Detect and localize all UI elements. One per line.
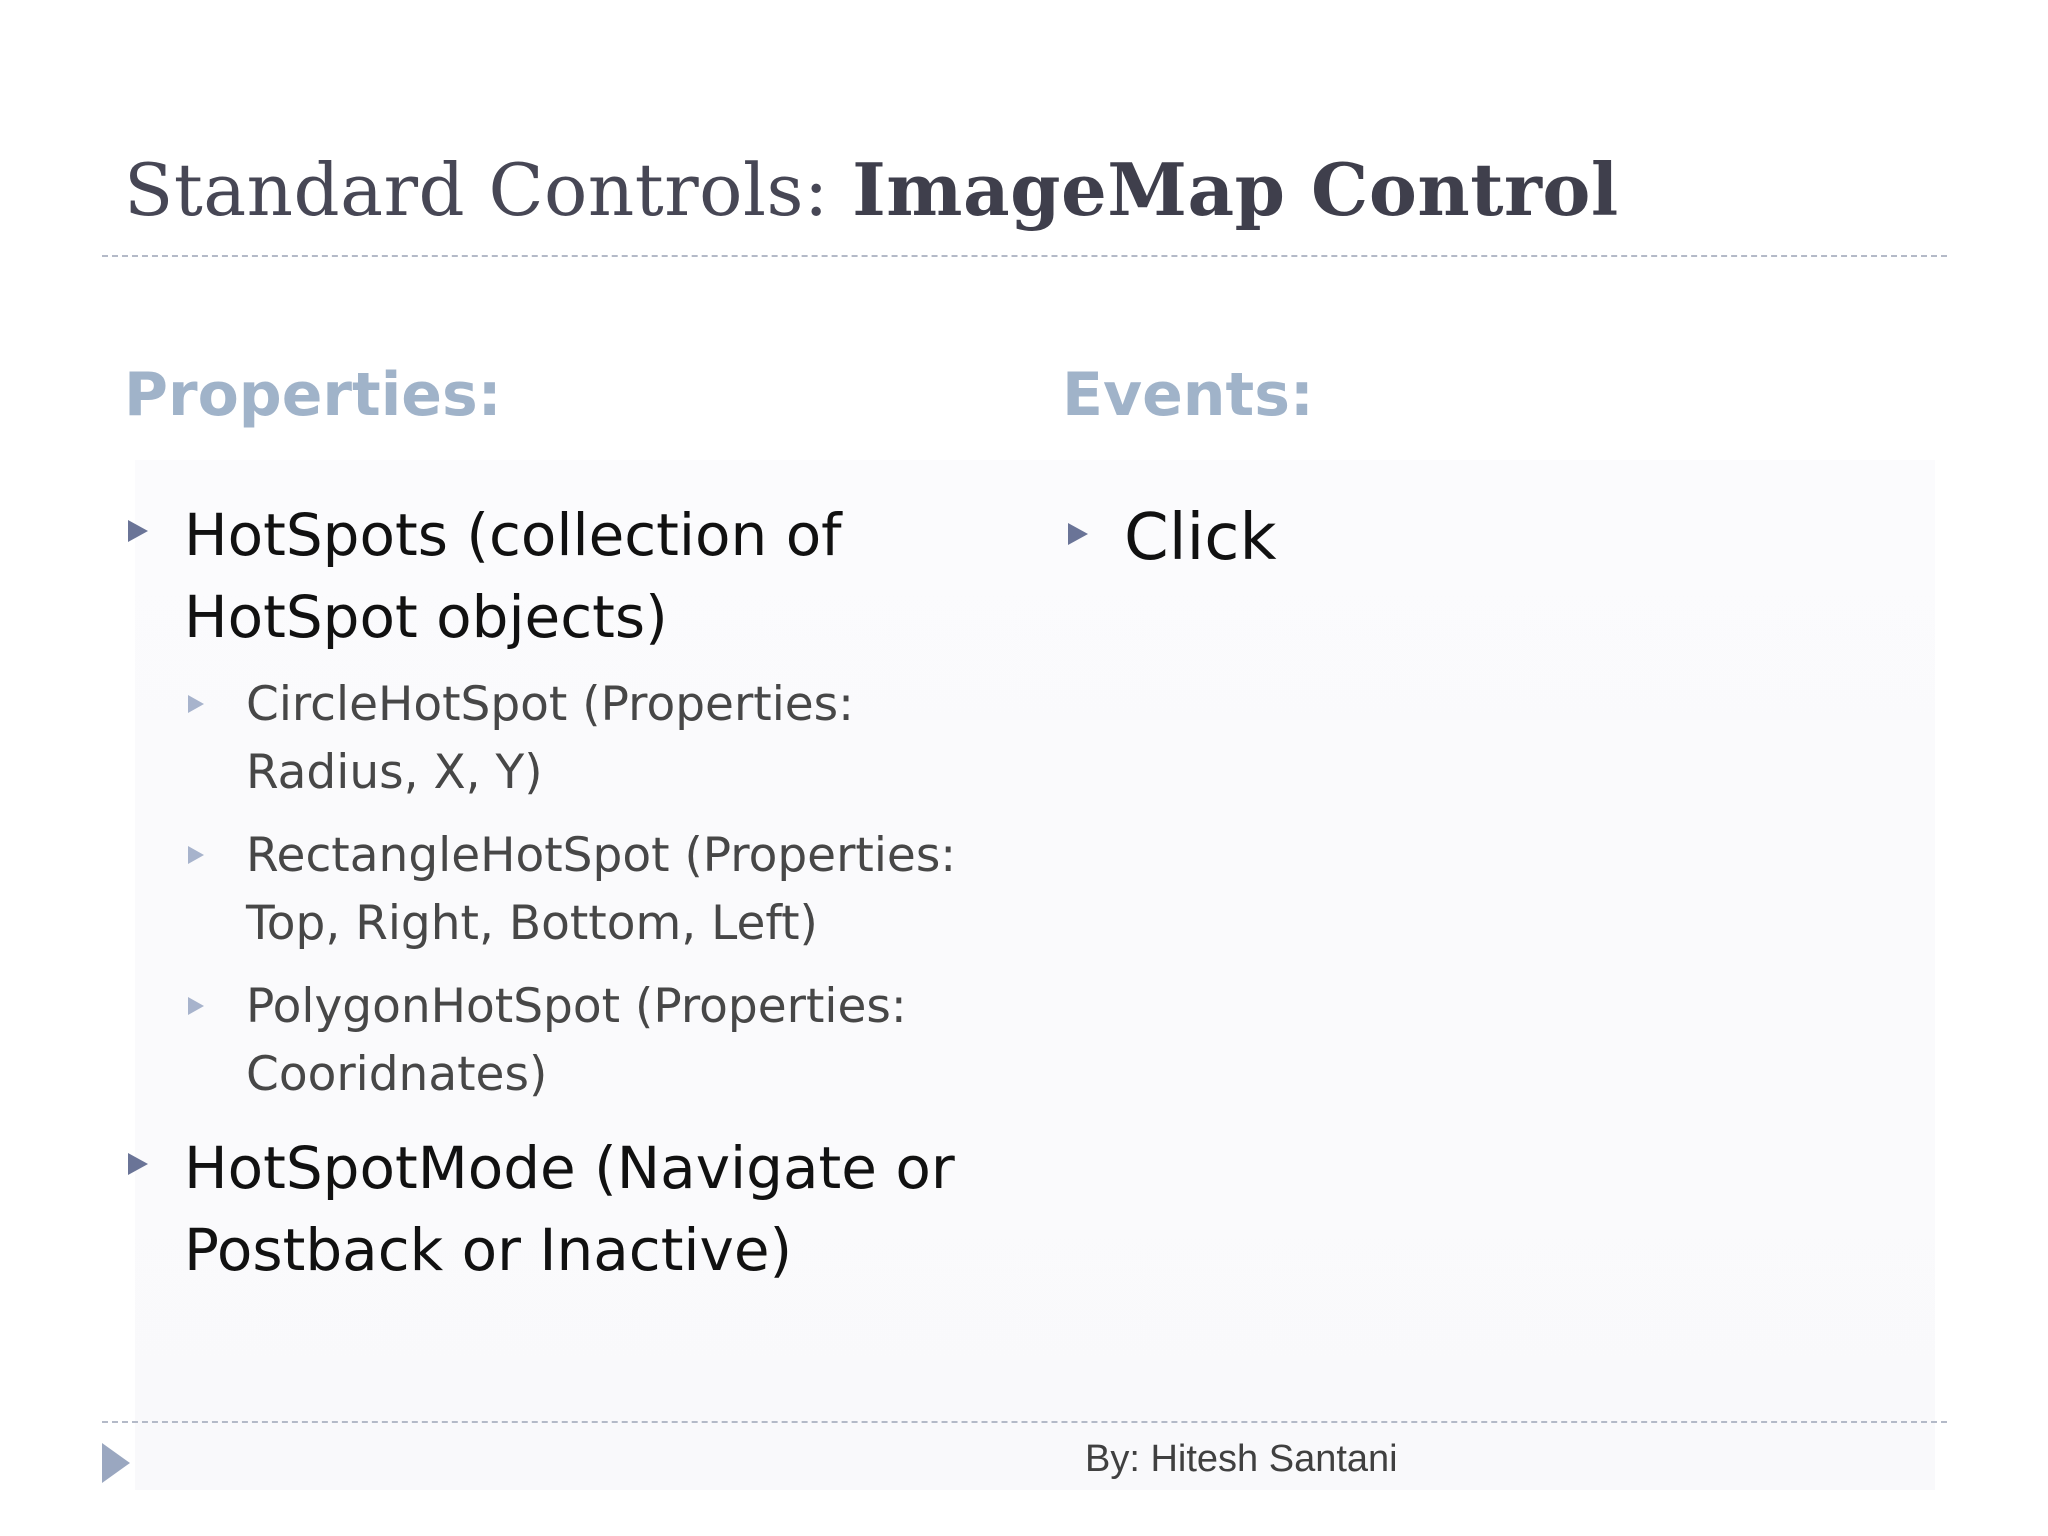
bullet-line: Radius, X, Y) xyxy=(246,745,543,800)
sub-bullet-rectanglehotspot xyxy=(246,822,956,958)
sub-bullet-arrow-icon xyxy=(188,997,204,1015)
bullet-line: Top, Right, Bottom, Left) xyxy=(246,896,818,951)
sub-bullet-arrow-icon xyxy=(188,846,204,864)
bullet-hotspotmode xyxy=(184,1127,955,1291)
bullet-line: RectangleHotSpot (Properties: xyxy=(246,828,957,883)
bullet-hotspots xyxy=(184,494,842,658)
sub-bullet-circlehotspot xyxy=(246,671,854,807)
bullet-arrow-icon xyxy=(128,1153,148,1175)
bullet-arrow-icon xyxy=(1068,523,1088,545)
footer-arrow-icon xyxy=(102,1443,130,1483)
bullet-line: CircleHotSpot (Properties: xyxy=(246,677,854,732)
footer-author: By: Hitesh Santani xyxy=(1085,1438,1398,1480)
footer-divider xyxy=(102,1421,1947,1423)
sub-bullet-arrow-icon xyxy=(188,695,204,713)
sub-bullet-polygonhotspot xyxy=(246,973,907,1109)
events-heading: Events: xyxy=(1062,360,1314,430)
slide-title xyxy=(124,147,1619,232)
title-divider xyxy=(102,255,1947,257)
properties-heading: Properties: xyxy=(124,360,502,430)
bullet-arrow-icon xyxy=(128,520,148,542)
bullet-line: PolygonHotSpot (Properties: xyxy=(246,979,907,1034)
title-prefix: Standard Controls: xyxy=(124,148,853,232)
title-bold: ImageMap Control xyxy=(852,147,1619,232)
bullet-click-event xyxy=(1124,497,1277,579)
bullet-line: Click xyxy=(1124,501,1277,575)
bullet-line: HotSpotMode (Navigate or xyxy=(184,1134,955,1202)
bullet-line: HotSpots (collection of xyxy=(184,501,842,569)
bullet-line: Cooridnates) xyxy=(246,1047,548,1102)
bullet-line: Postback or Inactive) xyxy=(184,1216,793,1284)
bullet-line: HotSpot objects) xyxy=(184,583,668,651)
